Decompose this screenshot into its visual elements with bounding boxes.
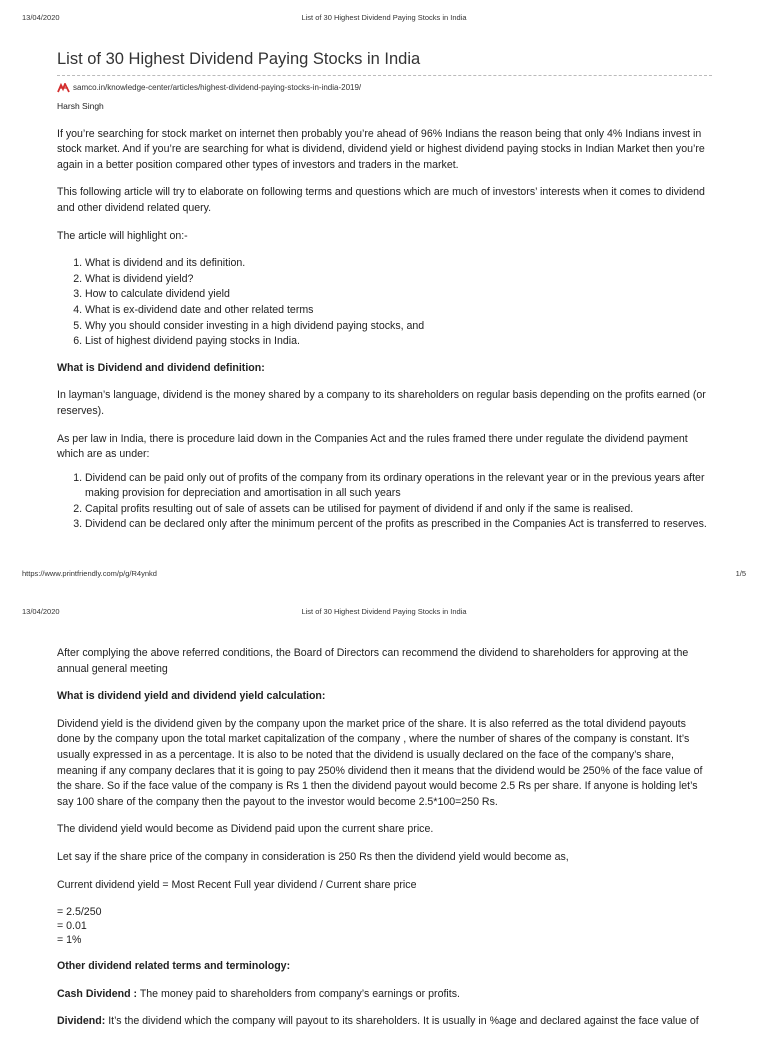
calc-line: = 0.01 xyxy=(57,920,87,933)
highlights-list xyxy=(57,256,712,350)
list-item: 1. Dividend can be paid only out of profits of the company from its ordinary operations in the relevant year or in the previous years after making provision for depreciation and amortisation in all such years xyxy=(85,471,712,502)
calc-line: = 1% xyxy=(57,934,82,947)
list-item: 4. What is ex-dividend date and other related terms xyxy=(85,303,712,319)
dividend-definition-paragraph: In layman’s language, dividend is the money shared by a company to its shareholders on regular basis depending on the profits earned (or reserves). xyxy=(57,389,706,417)
calc-line: = 2.5/250 xyxy=(57,906,102,919)
page-footer xyxy=(22,569,746,579)
highlight-intro: The article will highlight on:- xyxy=(57,229,188,242)
section-heading-yield: What is dividend yield and dividend yield calculation: xyxy=(57,690,326,703)
article-content xyxy=(57,48,712,544)
print-date: 13/04/2020 xyxy=(22,607,60,616)
intro-paragraph-1: If you’re searching for stock market on internet then probably you’re ahead of 96% Indians the reason being that only 4% Indians invest in stock market. And if you’re are searching for what is dividend, dividend yield or highest dividend paying stocks in Indian Market then you’re again in a better position compared other types of investors and traders in the market. xyxy=(57,127,705,171)
cash-dividend-term: Cash Dividend : xyxy=(57,987,138,1000)
print-title: List of 30 Highest Dividend Paying Stocks in India xyxy=(301,607,467,616)
list-item: 1. What is dividend and its definition. xyxy=(85,256,712,272)
list-item: 2. Capital profits resulting out of sale of assets can be utilised for payment of dividend if and only if the same is realised. xyxy=(85,502,712,518)
rules-list xyxy=(57,471,712,533)
article-content-continued xyxy=(57,646,712,1042)
article-title: List of 30 Highest Dividend Paying Stocks in India xyxy=(57,48,712,76)
samco-logo-icon xyxy=(57,83,70,94)
list-item: 2. What is dividend yield? xyxy=(85,272,712,288)
yield-paragraph: Dividend yield is the dividend given by the company upon the market price of the share. It is also referred as the total dividend payouts done by the company upon the total market capitalization of the company , where the number of shares of the company is constant. It’s usually expressed in as a percentage. It is also to be noted that the dividend is usually declared on the face of the company’s share, meaning if any company declares that it is going to pay 250% dividend then it means that the dividend would be 250% of the face value of the share. So if the face value of the company is Rs 1 then the dividend payout would become 2.5 Rs per share. If anyone is holding let’s say 100 share of the company then the payout to the investor would become 2.5*100=250 Rs. xyxy=(57,717,703,808)
section-heading-terms: Other dividend related terms and terminology: xyxy=(57,960,291,973)
yield-formula: Current dividend yield = Most Recent Full year dividend / Current share price xyxy=(57,878,417,891)
print-title: List of 30 Highest Dividend Paying Stocks in India xyxy=(301,13,467,22)
list-item: 3. How to calculate dividend yield xyxy=(85,287,712,303)
yield-definition: The dividend yield would become as Dividend paid upon the current share price. xyxy=(57,823,434,836)
author-name: Harsh Singh xyxy=(57,101,104,111)
dividend-term-paragraph xyxy=(57,1014,712,1030)
cash-dividend-text: The money paid to shareholders from company’s earnings or profits. xyxy=(137,987,460,1000)
page-number: 1/5 xyxy=(735,569,746,578)
source-link[interactable]: samco.in/knowledge-center/articles/highest-dividend-paying-stocks-in-india-2019/ xyxy=(73,83,362,93)
footer-url: https://www.printfriendly.com/p/g/R4ynkd xyxy=(22,569,157,578)
section-heading-dividend: What is Dividend and dividend definition: xyxy=(57,361,265,374)
print-date: 13/04/2020 xyxy=(22,13,60,22)
calculation-lines xyxy=(57,905,712,947)
cash-dividend-paragraph xyxy=(57,987,712,1003)
yield-example: Let say if the share price of the company in consideration is 250 Rs then the dividend yield would become as, xyxy=(57,850,569,863)
dividend-term: Dividend: xyxy=(57,1015,106,1028)
print-page-2 xyxy=(0,590,768,1028)
list-item: 6. List of highest dividend paying stocks in India. xyxy=(85,334,712,350)
dividend-term-text: It’s the dividend which the company will payout to its shareholders. It is usually in %age and declared against the face value of xyxy=(105,1015,699,1028)
dividend-law-paragraph: As per law in India, there is procedure laid down in the Companies Act and the rules framed there under regulate the dividend payment which are as under: xyxy=(57,432,688,461)
list-item: 3. Dividend can be declared only after the minimum percent of the profits as prescribed in the Companies Act is transferred to reserves. xyxy=(85,517,712,533)
intro-paragraph-2: This following article will try to elaborate on following terms and questions which are much of investors’ interests when it comes to dividend and other dividend related query. xyxy=(57,186,705,214)
list-item: 5. Why you should consider investing in a high dividend paying stocks, and xyxy=(85,319,712,335)
page-header xyxy=(22,607,746,617)
source-line xyxy=(57,82,712,94)
board-paragraph: After complying the above referred conditions, the Board of Directors can recommend the dividend to shareholders for approving at the annual general meeting xyxy=(57,647,689,675)
page-header xyxy=(22,13,746,23)
